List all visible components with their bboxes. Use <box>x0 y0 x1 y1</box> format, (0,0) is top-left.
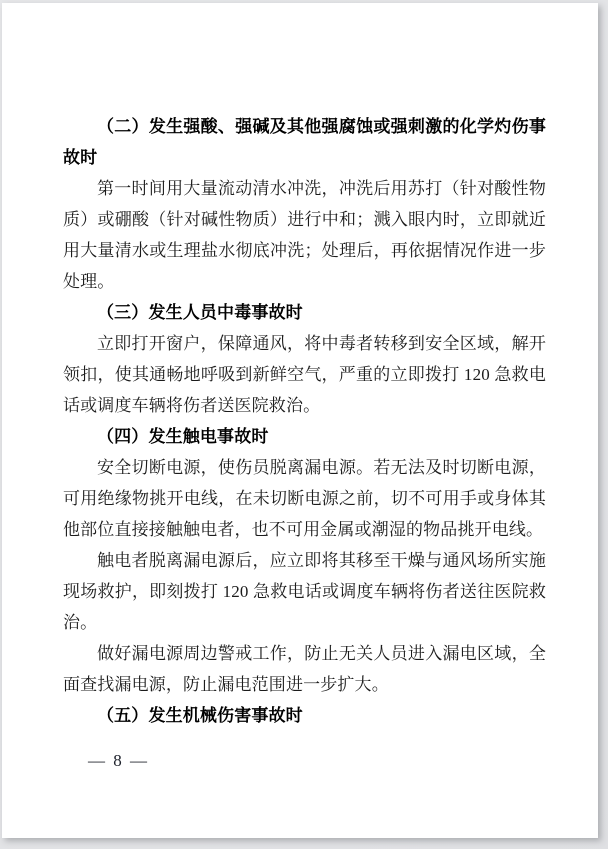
document-page <box>2 3 598 838</box>
page-number: — 8 — <box>88 751 149 770</box>
section-heading-chemical-burn: （二）发生强酸、强碱及其他强腐蚀或强刺激的化学灼伤事故时 <box>63 117 546 167</box>
section-heading-poisoning: （三）发生人员中毒事故时 <box>97 303 303 322</box>
section-heading-electric-shock: （四）发生触电事故时 <box>97 427 269 446</box>
document-body <box>63 111 546 731</box>
paragraph-chemical-burn-response: 第一时间用大量流动清水冲洗，冲洗后用苏打（针对酸性物质）或硼酸（针对碱性物质）进行中和；溅入眼内时，立即就近用大量清水或生理盐水彻底冲洗；处理后，再依据情况作进一步处理。 <box>63 179 546 291</box>
paragraph-poisoning-response: 立即打开窗户，保障通风，将中毒者转移到安全区域，解开领扣，使其通畅地呼吸到新鲜空气，严重的立即拨打 120 急救电话或调度车辆将伤者送医院救治。 <box>63 334 546 415</box>
paragraph-electric-shock-response-2: 触电者脱离漏电源后，应立即将其移至干燥与通风场所实施现场救护，即刻拨打 120 急救电话或调度车辆将伤者送往医院救治。 <box>63 551 546 632</box>
paragraph-electric-shock-response-3: 做好漏电源周边警戒工作，防止无关人员进入漏电区域，全面查找漏电源，防止漏电范围进一步扩大。 <box>63 644 546 694</box>
section-heading-mechanical-injury: （五）发生机械伤害事故时 <box>97 706 303 725</box>
paragraph-electric-shock-response-1: 安全切断电源，使伤员脱离漏电源。若无法及时切断电源，可用绝缘物挑开电线，在未切断电源之前，切不可用手或身体其他部位直接接触触电者，也不可用金属或潮湿的物品挑开电线。 <box>63 458 546 539</box>
